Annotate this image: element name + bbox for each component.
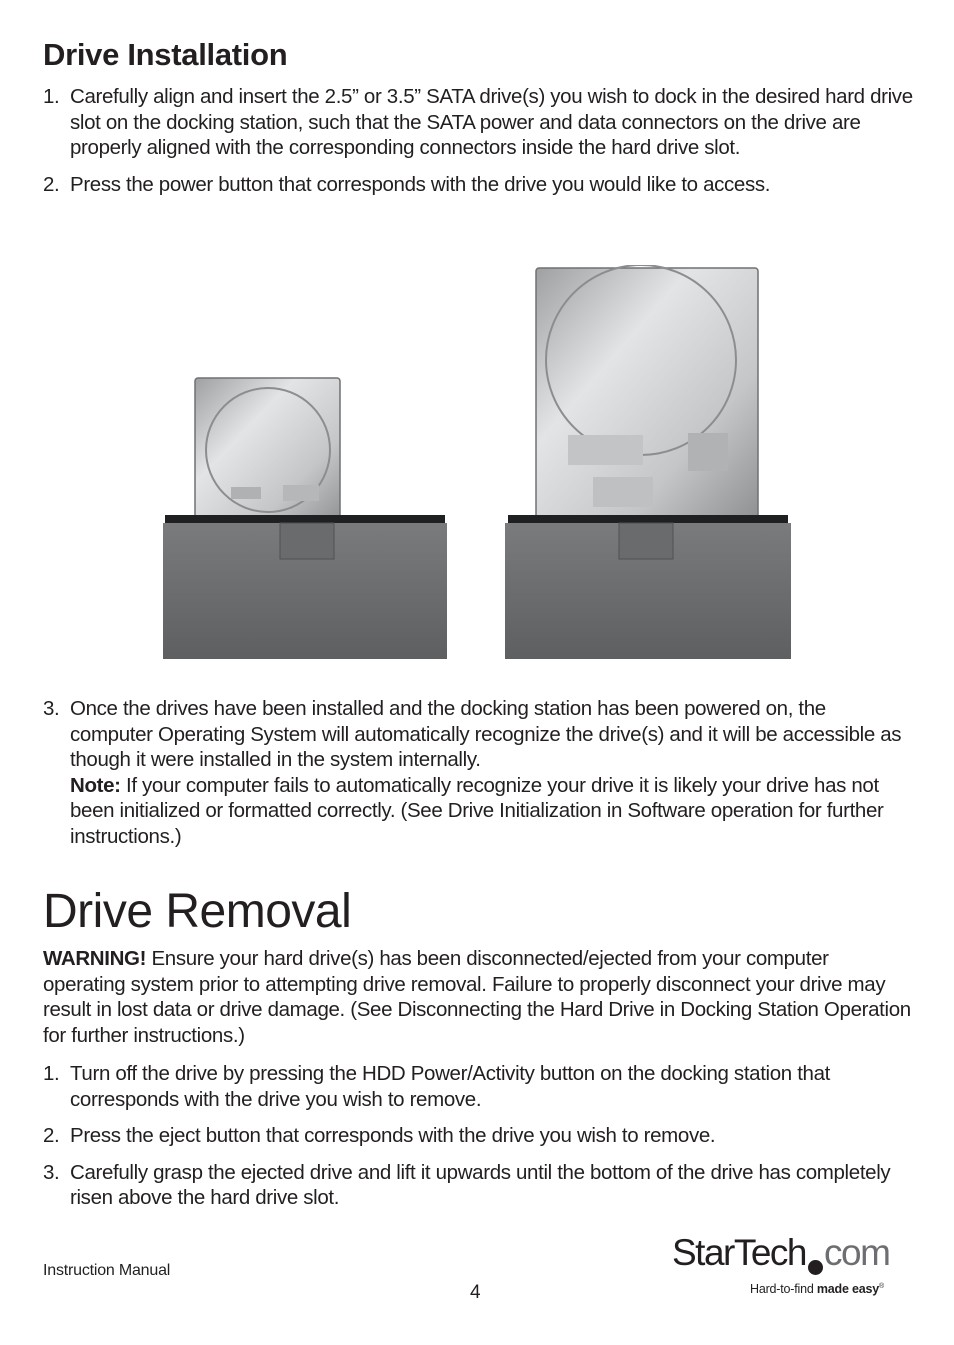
list-item [43, 1160, 913, 1211]
step-number: 3. [43, 697, 60, 720]
footer-manual-label: Instruction Manual [43, 1262, 171, 1279]
logo-suffix: com [824, 1232, 890, 1273]
step-text: Press the power button that corresponds with the drive you would like to access. [70, 172, 771, 196]
removal-steps-list [43, 1061, 913, 1222]
step-text: Press the eject button that corresponds with the drive you wish to remove. [70, 1124, 716, 1147]
step-number: 1. [43, 85, 60, 108]
step-text: Turn off the drive by pressing the HDD Power/Activity button on the docking station that corresponds with the drive you wish to remove. [70, 1062, 831, 1111]
logo-tagline [750, 1282, 884, 1296]
small-dock-eject-button [280, 523, 334, 559]
list-item [43, 172, 913, 198]
small-drive-dock [163, 378, 447, 659]
step-text: Carefully grasp the ejected drive and lift it upwards until the bottom of the drive has completely risen above the hard drive slot. [70, 1160, 891, 1209]
small-drive [195, 378, 340, 528]
warning-paragraph [43, 946, 913, 1048]
page-number: 4 [470, 1282, 481, 1303]
warning-text: Ensure your hard drive(s) has been disconnected/ejected from your computer operating system prior to attempting drive removal. Failure to properly disconnect your drive may result in lost data or drive damage. (See Disconnecting the Hard Drive in Docking Station Operation for further instructions.) [43, 947, 911, 1047]
step-text: Carefully align and insert the 2.5” or 3.5” SATA drive(s) you wish to dock in the desired hard drive slot on the docking station, such that the SATA power and data connectors on the drive are properly aligned with the corresponding connectors inside the hard drive slot. [70, 85, 913, 159]
logo-wordmark [672, 1232, 889, 1275]
logo-brand: StarTech [672, 1232, 807, 1273]
step-text: Once the drives have been installed and the docking station has been powered on, the computer Operating System will automatically recognize the drive(s) and it will be accessible as though it were installed in the system internally. [70, 697, 902, 771]
tagline-bold: made easy [816, 1282, 880, 1296]
section-title-drive-removal: Drive Removal [43, 885, 352, 938]
startech-logo [672, 1232, 912, 1302]
large-drive-label [593, 477, 653, 507]
large-dock-eject-button [619, 523, 673, 559]
list-item [43, 1123, 913, 1149]
logo-dot-icon [808, 1260, 823, 1275]
list-item [43, 696, 913, 849]
list-item [43, 1061, 913, 1112]
installation-steps-list [43, 84, 913, 208]
tagline-plain: Hard-to-find [750, 1282, 817, 1296]
step-number: 1. [43, 1062, 60, 1085]
step-number: 2. [43, 1124, 60, 1147]
small-drive-label [231, 487, 261, 499]
warning-label: WARNING! [43, 947, 147, 970]
section-title-drive-installation: Drive Installation [43, 37, 288, 72]
list-item [43, 84, 913, 161]
large-drive-label [688, 433, 728, 471]
docking-station-illustration [163, 265, 793, 665]
note-label: Note: [70, 773, 121, 797]
step-number: 2. [43, 172, 60, 196]
large-drive-dock [505, 265, 791, 659]
large-drive-label [568, 435, 643, 465]
registered-mark: ® [879, 1282, 884, 1290]
note-text: If your computer fails to automatically recognize your drive it is likely your drive has not been initialized or formatted correctly. (See Drive Initialization in Software operation for further instructions.) [70, 773, 884, 848]
small-drive-label [283, 485, 319, 501]
installation-step-3-list [43, 696, 913, 860]
step-number: 3. [43, 1160, 60, 1184]
